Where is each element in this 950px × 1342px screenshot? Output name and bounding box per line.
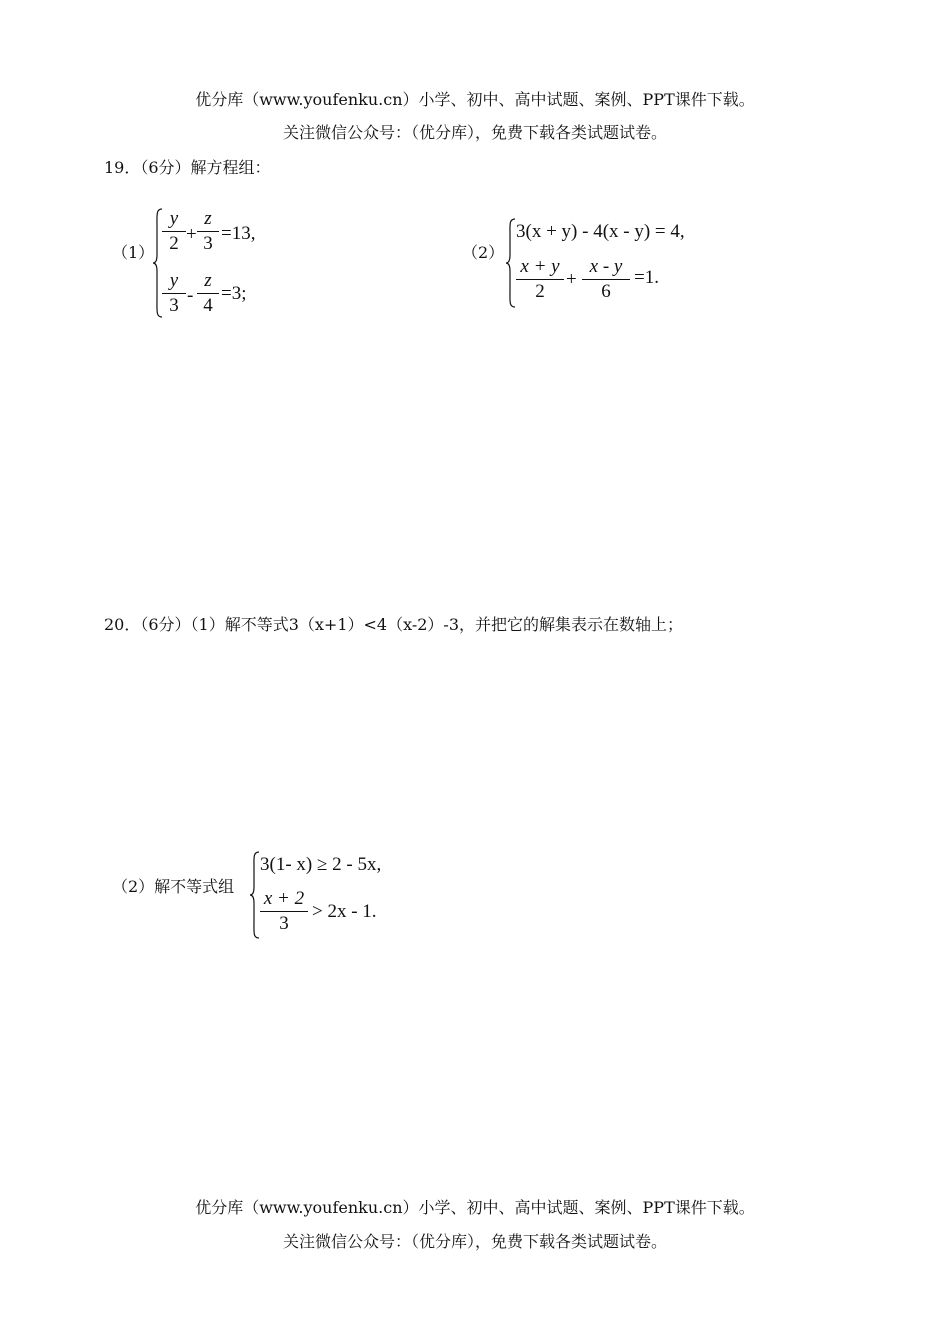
fraction-bar [197,231,219,232]
fraction [162,270,186,317]
fraction [197,208,219,255]
denominator: 2 [535,281,545,302]
q19-part1-label: （1） [112,243,155,262]
equation-rhs: =1. [634,267,659,288]
numerator: x - y [589,256,623,277]
numerator: y [169,270,179,291]
operator: + [186,224,197,245]
q20-part2-label: （2）解不等式组 [112,877,235,896]
fraction-bar [197,293,219,294]
numerator: y [169,208,179,229]
equation-rhs: =3; [221,283,247,304]
equation-rhs: =13, [221,223,256,244]
denominator: 3 [203,233,213,254]
inequality: 3(1- x) ≥ 2 - 5x, [260,854,382,875]
operator: - [187,285,194,306]
numerator: x + 2 [263,888,305,909]
fraction [162,208,186,255]
denominator: 2 [169,233,179,254]
numerator: x + y [520,256,560,277]
denominator: 3 [279,913,289,934]
fraction-bar [260,911,308,912]
fraction-bar [162,293,186,294]
header-line-1: 优分库（www.youfenku.cn）小学、初中、高中试题、案例、PPT课件下载。 [195,90,755,109]
operator: + [566,269,577,290]
fraction [260,888,308,935]
q19-title: 19．（6分）解方程组： [104,158,271,177]
footer-line-2: 关注微信公众号：（优分库），免费下载各类试题试卷。 [282,1232,667,1251]
numerator: z [204,208,212,229]
denominator: 4 [203,295,213,316]
fraction [582,256,630,303]
denominator: 6 [601,281,611,302]
header-line-2: 关注微信公众号：（优分库），免费下载各类试题试卷。 [282,123,667,142]
q20-title: 20．（6分）（1）解不等式3（x+1）<4（x-2）-3，并把它的解集表示在数轴上； [104,615,684,634]
equation: 3(x + y) - 4(x - y) = 4, [516,221,685,242]
fraction [197,270,219,317]
numerator: z [204,270,212,291]
fraction-bar [582,279,630,280]
footer-line-1: 优分库（www.youfenku.cn）小学、初中、高中试题、案例、PPT课件下载。 [195,1198,755,1217]
fraction-bar [516,279,564,280]
fraction [516,256,564,303]
denominator: 3 [169,295,179,316]
inequality-rhs: > 2x - 1. [312,901,377,922]
q19-part2-label: （2） [462,243,505,262]
fraction-bar [162,231,186,232]
